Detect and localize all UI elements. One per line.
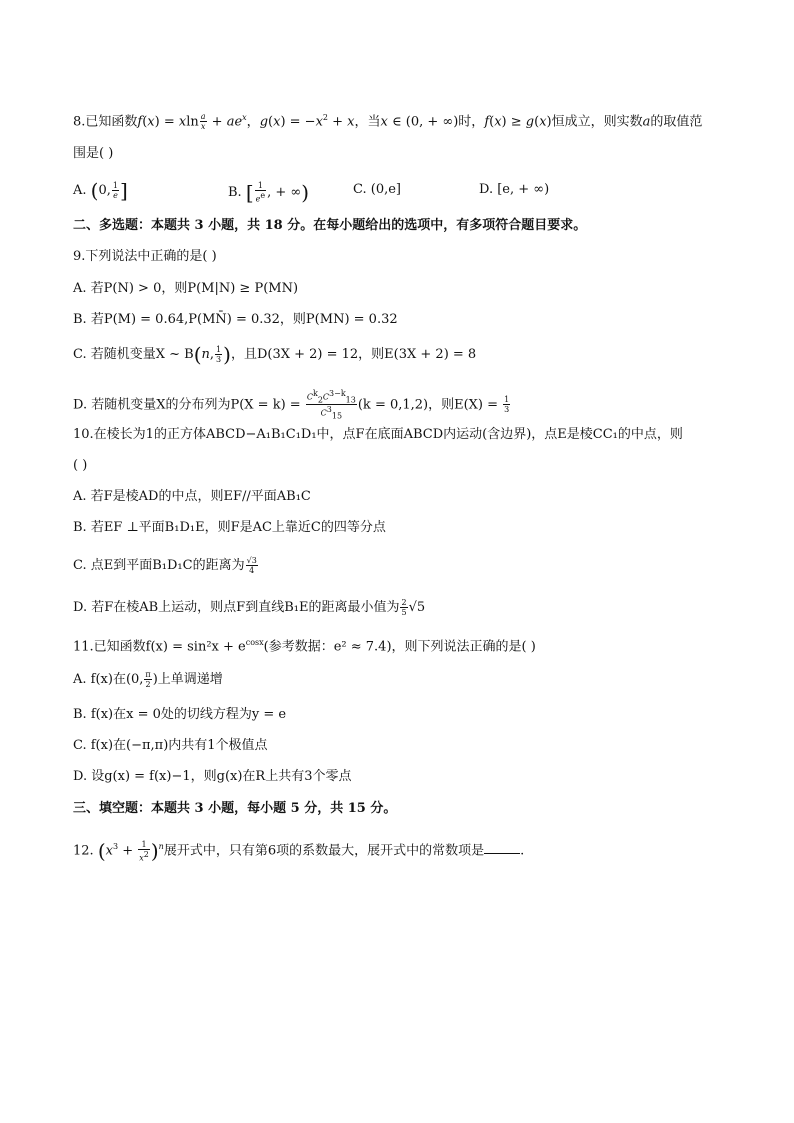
q11-option-c[interactable]: C. f(x)在(−π,π)内共有1个极值点 [73,738,268,753]
q8-stem-line2: 围是( ) [73,146,114,161]
q11-option-b[interactable]: B. f(x)在x = 0处的切线方程为y = e [73,707,287,722]
q10-stem-line2: ( ) [73,458,88,473]
q9-stem: 9.下列说法中正确的是( ) [73,249,217,264]
q11-option-d[interactable]: D. 设g(x) = f(x)−1，则g(x)在R上共有3个零点 [73,769,352,784]
q12-answer-blank[interactable] [484,841,520,854]
q10-option-a[interactable]: A. 若F是棱AD的中点，则EF//平面AB₁C [73,489,311,504]
q9-option-d[interactable]: D. 若随机变量X的分布列为P(X = k) = $\frac{C^k_2C^{3-k}_{13}}{C^3_{15}}$ (k = 0,1,2)，则E(X) = $\frac{1}{3}$ [73,389,510,421]
q11-option-a[interactable]: A. f(x)在(0, $\frac{\pi}{2}$ )上单调递增 [73,670,223,689]
q9-option-c[interactable]: C. 若随机变量X ~ B(n, $\frac{1}{3}$ )，且D(3X + 2) = 12，则E(3X + 2) = 8 [73,342,477,367]
q10-stem: 10.在棱长为1的正方体ABCD−A₁B₁C₁D₁中，点F在底面ABCD内运动(含边界)，点E是棱CC₁的中点，则 [73,427,683,442]
q9-option-b[interactable]: B. 若P(M) = 0.64,P(MN̄) = 0.32，则P(MN) = 0.32 [73,312,398,327]
q10-option-d[interactable]: D. 若F在棱AB上运动，则点F到直线B₁E的距离最小值为 $\frac{2}{5}$ √5 [73,598,426,617]
q11-stem: 11.已知函数$f(x) = \sin^2x + e^{cosx}$(参考数据：e² ≈ 7.4)，则下列说法正确的是( ) [73,638,536,655]
q8-option-a[interactable]: A. (0, $\frac{1}{e}$ ] [73,178,128,203]
q9-option-a[interactable]: A. 若P(N) > 0，则P(M|N) ≥ P(MN) [73,281,299,296]
q12-stem: 12. ($x^3$ + $\frac{1}{x^2}$ )$^n$展开式中，只有第6项的系数最大，展开式中的常数项是 . [73,838,525,863]
section-3-heading: 三、填空题：本题共 3 小题，每小题 5 分，共 15 分。 [73,801,397,816]
q10-option-b[interactable]: B. 若EF ⊥平面B₁D₁E，则F是AC上靠近C的四等分点 [73,520,386,535]
q8-stem: 8.已知函数f(x) = xln $\frac{a}{x}$ + $ae^x$，$g(x) = -x^2 + x$，当x ∈ (0, + ∞)时，f(x) ≥ g(x)恒成立，则实数a的取值范 [73,112,703,132]
section-2-heading: 二、多选题：本题共 3 小题，共 18 分。在每小题给出的选项中，有多项符合题目要求。 [73,218,587,233]
q8-option-c[interactable]: C. (0,e] [353,182,401,197]
q8-option-d[interactable]: D. [e, + ∞) [479,182,550,197]
q10-option-c[interactable]: C. 点E到平面B₁D₁C的距离为 $\frac{√3}{4}$ [73,556,257,575]
q8-option-b[interactable]: B. [ $\frac{1}{e^e}$ , + ∞) [228,180,310,205]
